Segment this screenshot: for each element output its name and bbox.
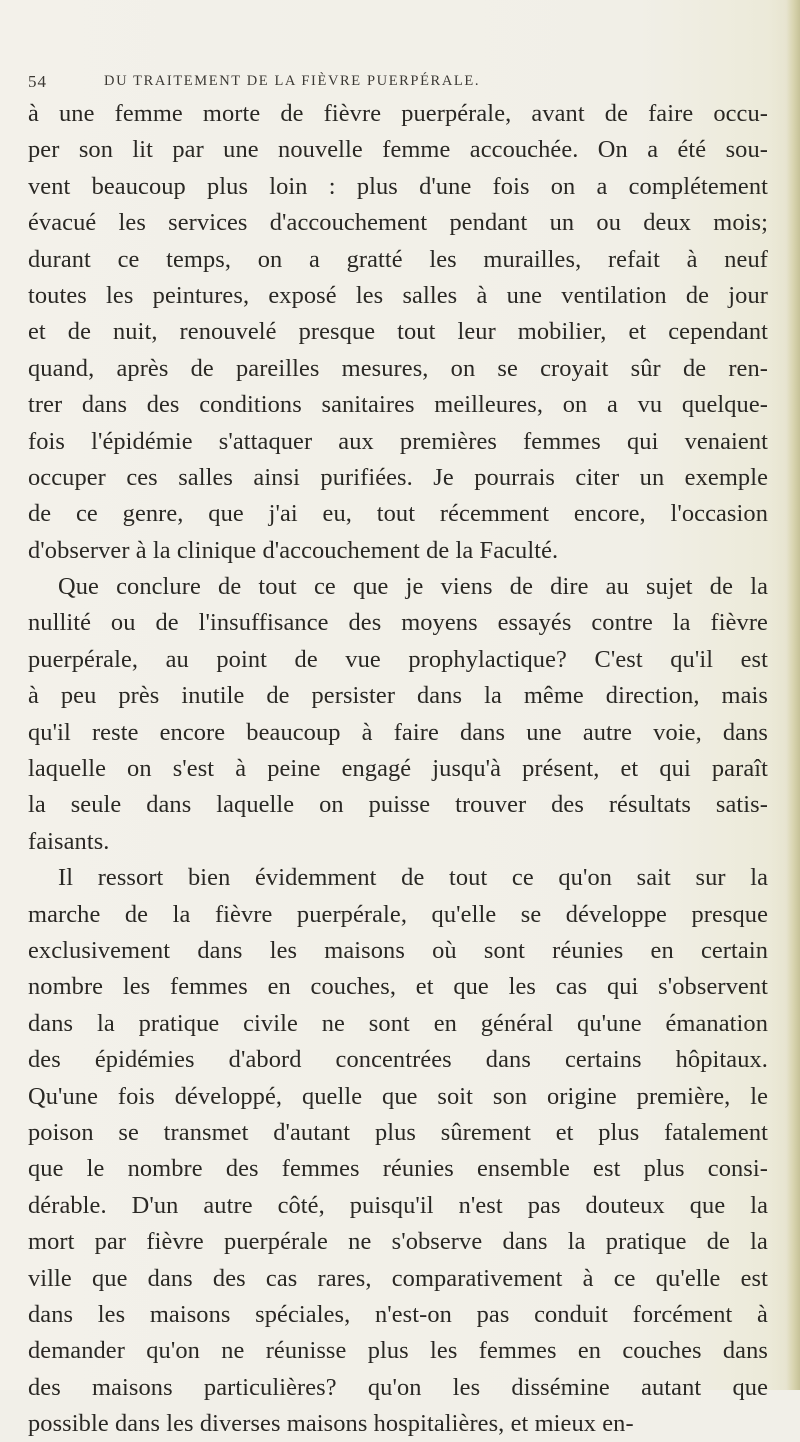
text-line: que le nombre des femmes réunies ensemble est plus consi- xyxy=(28,1155,768,1183)
page-number: 54 xyxy=(28,72,47,91)
running-head xyxy=(28,66,768,100)
text-line: des épidémies d'abord concentrées dans certains hôpitaux. xyxy=(28,1046,768,1074)
text-line: la seule dans laquelle on puisse trouver des résultats satis- xyxy=(28,791,768,819)
text-line: à peu près inutile de persister dans la même direction, mais xyxy=(28,682,768,710)
text-line: laquelle on s'est à peine engagé jusqu'à présent, et qui paraît xyxy=(28,755,768,783)
text-line: possible dans les diverses maisons hospitalières, et mieux en- xyxy=(28,1410,634,1438)
text-line: d'observer à la clinique d'accouchement de la Faculté. xyxy=(28,536,559,564)
text-line: dérable. D'un autre côté, puisqu'il n'est pas douteux que la xyxy=(28,1191,768,1219)
text-line: puerpérale, au point de vue prophylactique? C'est qu'il est xyxy=(28,645,768,673)
text-line: de ce genre, que j'ai eu, tout récemment encore, l'occasion xyxy=(28,500,768,528)
running-title: DU TRAITEMENT DE LA FIÈVRE PUERPÉRALE. xyxy=(104,73,481,89)
paragraph xyxy=(28,569,768,860)
paragraph xyxy=(28,860,768,1442)
body-text xyxy=(28,96,768,1442)
text-line: Qu'une fois développé, quelle que soit son origine première, le xyxy=(28,1082,768,1110)
text-line: dans les maisons spéciales, n'est-on pas conduit forcément à xyxy=(28,1300,768,1328)
text-line: évacué les services d'accouchement pendant un ou deux mois; xyxy=(28,209,768,237)
text-line: à une femme morte de fièvre puerpérale, avant de faire occu- xyxy=(28,100,768,127)
text-line: fois l'épidémie s'attaquer aux premières femmes qui venaient xyxy=(28,427,768,455)
text-line: quand, après de pareilles mesures, on se croyait sûr de ren- xyxy=(28,354,768,382)
text-line: toutes les peintures, exposé les salles à une ventilation de jour xyxy=(28,281,768,309)
text-line: poison se transmet d'autant plus sûrement et plus fatalement xyxy=(28,1118,768,1146)
text-line: des maisons particulières? qu'on les dissémine autant que xyxy=(28,1373,768,1401)
text-line: occuper ces salles ainsi purifiées. Je pourrais citer un exemple xyxy=(28,463,768,491)
text-line: mort par fièvre puerpérale ne s'observe dans la pratique de la xyxy=(28,1228,768,1256)
text-line: faisants. xyxy=(28,827,110,855)
text-line: qu'il reste encore beaucoup à faire dans une autre voie, dans xyxy=(28,718,768,746)
text-line: marche de la fièvre puerpérale, qu'elle se développe presque xyxy=(28,900,768,928)
paragraph xyxy=(28,96,768,569)
text-line: exclusivement dans les maisons où sont réunies en certain xyxy=(28,936,768,964)
text-line: vent beaucoup plus loin : plus d'une fois on a complétement xyxy=(28,172,768,200)
text-line: Que conclure de tout ce que je viens de dire au sujet de la xyxy=(58,573,768,601)
text-line: durant ce temps, on a gratté les murailles, refait à neuf xyxy=(28,245,768,273)
page-edge-shadow xyxy=(786,0,800,1390)
text-line: nombre les femmes en couches, et que les cas qui s'observent xyxy=(28,973,768,1001)
text-line: et de nuit, renouvelé presque tout leur mobilier, et cependant xyxy=(28,318,768,346)
text-line: per son lit par une nouvelle femme accouchée. On a été sou- xyxy=(28,136,768,164)
text-line: dans la pratique civile ne sont en général qu'une émanation xyxy=(28,1009,768,1037)
text-line: Il ressort bien évidemment de tout ce qu'on sait sur la xyxy=(58,864,768,892)
text-line: demander qu'on ne réunisse plus les femmes en couches dans xyxy=(28,1337,768,1365)
text-line: nullité ou de l'insuffisance des moyens essayés contre la fièvre xyxy=(28,609,768,637)
text-line: trer dans des conditions sanitaires meilleures, on a vu quelque- xyxy=(28,391,768,419)
text-line: ville que dans des cas rares, comparativement à ce qu'elle est xyxy=(28,1264,768,1292)
